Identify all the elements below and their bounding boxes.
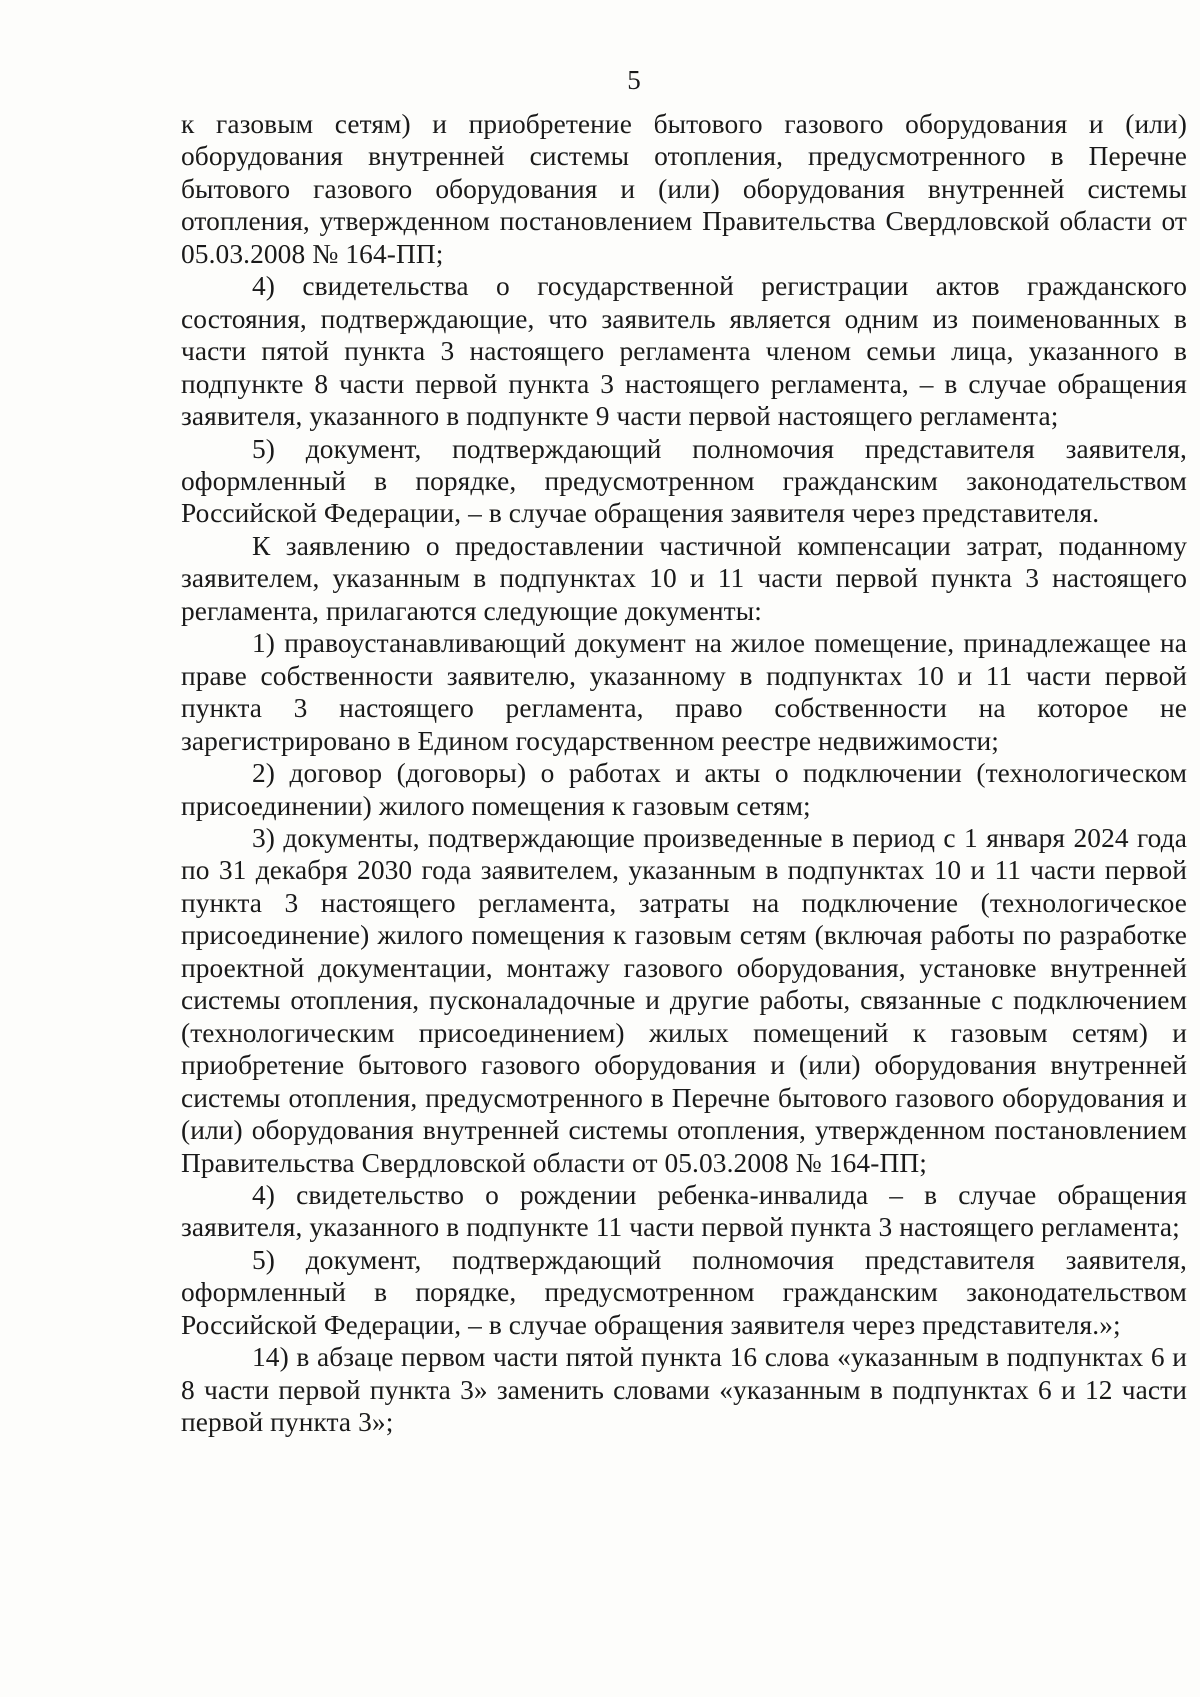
- amendment-item-14: 14) в абзаце первом части пятой пункта 16 слова «указанным в подпунктах 6 и 8 части первой пункта 3» заменить словами «указанным в подпунктах 6 и 12 части первой пункта 3»;: [181, 1342, 1187, 1438]
- list-item-4: 4) свидетельства о государственной регистрации актов гражданского состояния, подтверждающие, что заявитель является одним из поименованных в части пятой пункта 3 настоящего регламента членом семьи лица, указанного в подпункте 8 части первой пункта 3 настоящего регламента, – в случае обращения заявителя, указанного в подпункте 9 части первой настоящего регламента;: [181, 271, 1187, 432]
- list-item-1: 1) правоустанавливающий документ на жилое помещение, принадлежащее на праве собственности заявителю, указанному в подпунктах 10 и 11 части первой пункта 3 настоящего регламента, право собственности на которое не зарегистрировано в Едином государственном реестре недвижимости;: [181, 628, 1187, 756]
- page-number: 5: [627, 65, 641, 95]
- list-item-4-second: 4) свидетельство о рождении ребенка-инвалида – в случае обращения заявителя, указанного в подпункте 11 части первой пункта 3 настоящего регламента;: [181, 1179, 1187, 1243]
- document-body: [181, 108, 1187, 1439]
- list-item-5: 5) документ, подтверждающий полномочия представителя заявителя, оформленный в порядке, предусмотренном гражданским законодательством Российской Федерации, – в случае обращения заявителя через представителя.: [181, 433, 1187, 529]
- list-item-3: 3) документы, подтверждающие произведенные в период с 1 января 2024 года по 31 декабря 2030 года заявителем, указанным в подпунктах 10 и 11 части первой пункта 3 настоящего регламента, затраты на подключение (технологическое присоединение) жилого помещения к газовым сетям (включая работы по разработке проектной документации, монтажу газового оборудования, установке внутренней системы отопления, пусконаладочные и другие работы, связанные с подключением (технологическим присоединением) жилых помещений к газовым сетям) и приобретение бытового газового оборудования и (или) оборудования внутренней системы отопления, предусмотренного в Перечне бытового газового оборудования и (или) оборудования внутренней системы отопления, утвержденном постановлением Правительства Свердловской области от 05.03.2008 № 164-ПП;: [181, 822, 1187, 1178]
- paragraph-intro: К заявлению о предоставлении частичной компенсации затрат, поданному заявителем, указанным в подпунктах 10 и 11 части первой пункта 3 настоящего регламента, прилагаются следующие документы:: [181, 530, 1187, 626]
- paragraph-continuation: к газовым сетям) и приобретение бытового газового оборудования и (или) оборудования внутренней системы отопления, предусмотренного в Перечне бытового газового оборудования и (или) оборудования внутренней системы отопления, утвержденном постановлением Правительства Свердловской области от 05.03.2008 № 164-ПП;: [181, 109, 1187, 269]
- list-item-2: 2) договор (договоры) о работах и акты о подключении (технологическом присоединении) жилого помещения к газовым сетям;: [181, 758, 1187, 821]
- list-item-5-second: 5) документ, подтверждающий полномочия представителя заявителя, оформленный в порядке, предусмотренном гражданским законодательством Российской Федерации, – в случае обращения заявителя через представителя.»;: [181, 1244, 1187, 1340]
